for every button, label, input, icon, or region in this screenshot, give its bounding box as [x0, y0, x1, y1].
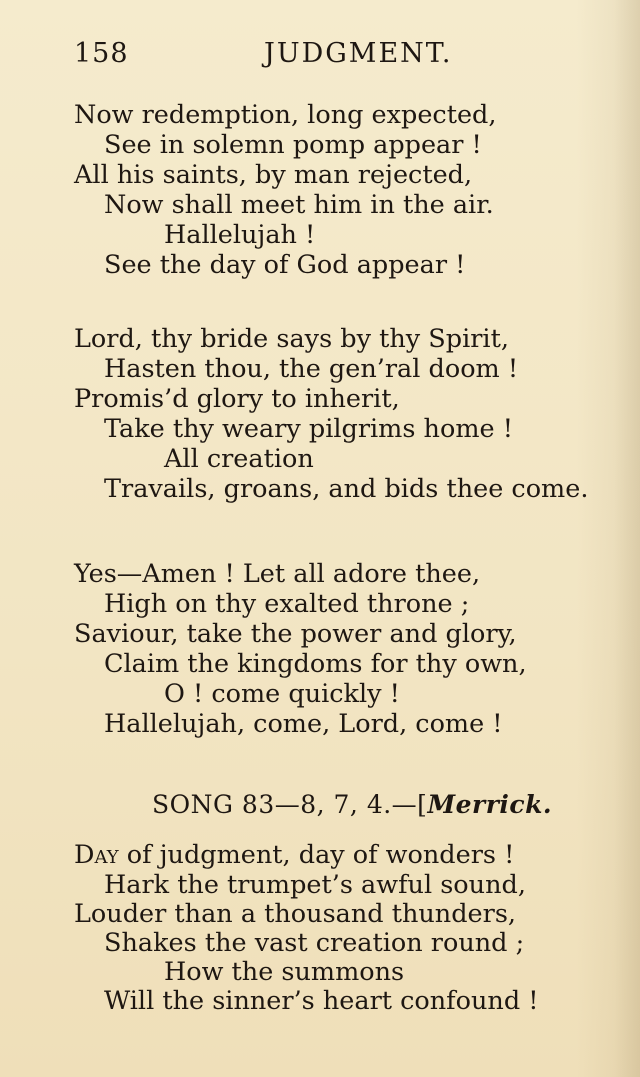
page-header [74, 38, 454, 74]
verse-line-first [74, 840, 514, 870]
verse-line: All his saints, by man rejected, [74, 160, 473, 190]
song-heading-text: SONG 83—8, 7, 4.—[ [152, 790, 428, 819]
verse-line: Saviour, take the power and glory, [74, 619, 517, 649]
verse-line: Lord, thy bride says by thy Spirit, [74, 324, 509, 354]
page-edge-shadow [614, 0, 640, 1077]
verse-line: Take thy weary pilgrims home ! [104, 414, 513, 444]
verse-line: Travails, groans, and bids thee come. [104, 474, 589, 504]
verse-line: Shakes the vast creation round ; [104, 928, 525, 958]
verse-line: Now redemption, long expected, [74, 100, 497, 130]
song-author: Merrick. [427, 790, 553, 819]
verse-line: See in solemn pomp appear ! [104, 130, 482, 160]
verse-line: Now shall meet him in the air. [104, 190, 494, 220]
running-title: JUDGMENT. [264, 38, 453, 69]
verse-line: Louder than a thousand thunders, [74, 899, 517, 929]
verse-line: High on thy exalted throne ; [104, 589, 470, 619]
page-number: 158 [74, 38, 129, 69]
verse-line: See the day of God appear ! [104, 250, 466, 280]
verse-line: How the summons [164, 957, 405, 987]
verse-line: Yes—Amen ! Let all adore thee, [74, 559, 481, 589]
verse-line: Hark the trumpet’s awful sound, [104, 870, 526, 900]
verse-line: Hallelujah, come, Lord, come ! [104, 709, 503, 739]
first-line-rest: of judgment, day of wonders ! [118, 840, 515, 870]
song-heading [152, 790, 552, 819]
verse-line: All creation [164, 444, 314, 474]
verse-line: Claim the kingdoms for thy own, [104, 649, 527, 679]
verse-line: Promis’d glory to inherit, [74, 384, 400, 414]
verse-line: O ! come quickly ! [164, 679, 400, 709]
verse-line: Hallelujah ! [164, 220, 316, 250]
verse-line: Hasten thou, the gen’ral doom ! [104, 354, 519, 384]
first-word: Day [74, 840, 119, 870]
verse-line: Will the sinner’s heart confound ! [104, 986, 539, 1016]
